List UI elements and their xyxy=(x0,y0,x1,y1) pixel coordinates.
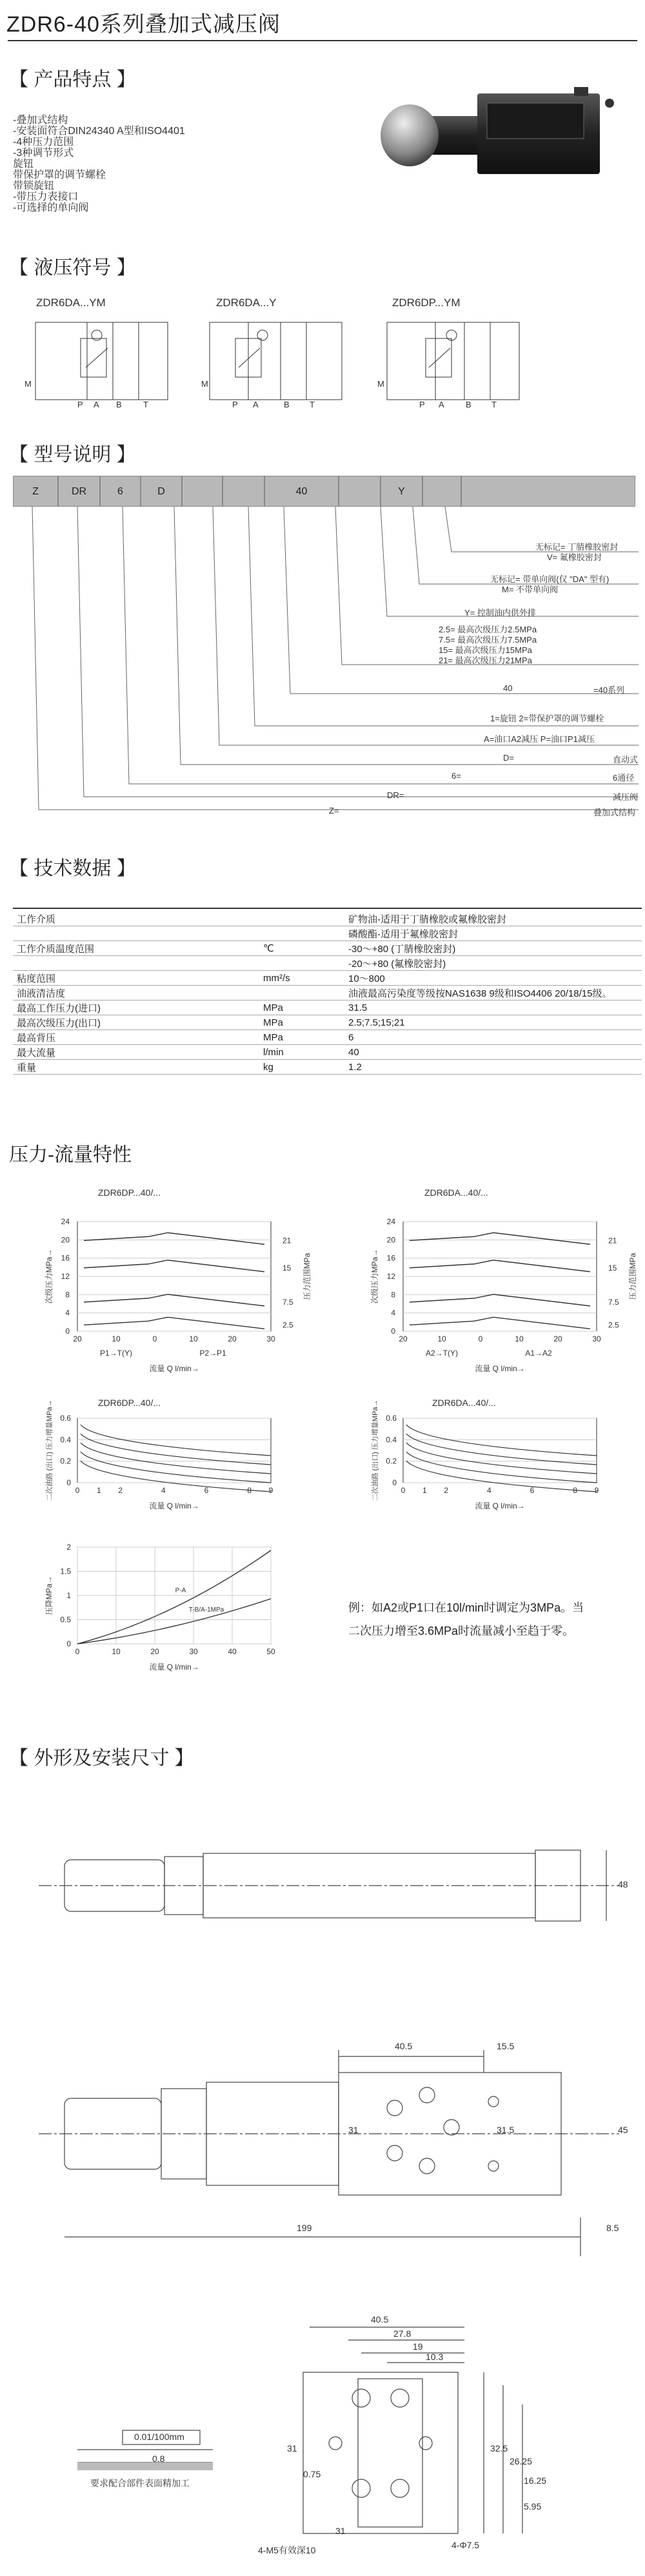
c2-range-label: 21 xyxy=(608,1236,617,1245)
dim-bottom-top-3: 19 xyxy=(413,2341,423,2352)
c2-xtick-right: 10 xyxy=(515,1334,524,1343)
tech-value: -20～+80 (氟橡胶密封) xyxy=(344,956,642,971)
c1-curve xyxy=(84,1233,264,1244)
c1-ylabel-right: 压力范围MPa xyxy=(303,1253,312,1300)
c5-xtick: 40 xyxy=(228,1647,237,1656)
title-divider xyxy=(8,40,637,41)
page-title: ZDR6-40系列叠加式减压阀 xyxy=(6,12,281,37)
tech-unit: MPa xyxy=(259,1000,344,1015)
note-seal-v: V= 氟橡胶密封 xyxy=(547,552,602,562)
chart2-title: ZDR6DA...40/... xyxy=(424,1187,488,1198)
c5-curve-label-2: T-B/A-1MPa xyxy=(188,1606,224,1614)
symbol-label-2: ZDR6DA...Y xyxy=(216,297,277,309)
tech-table-top-rule xyxy=(13,908,642,909)
model-code-cell: D xyxy=(141,476,182,507)
dim-bottom-left-1: 31 xyxy=(287,2443,297,2454)
symbol-2-port-t: T xyxy=(310,400,315,409)
c3-xtick: 1 xyxy=(96,1486,101,1495)
dim-side-height: 48 xyxy=(618,1879,628,1889)
c1-ytick: 12 xyxy=(61,1272,70,1281)
dim-bottom-right-2: 26.25 xyxy=(510,2456,533,2466)
tech-row xyxy=(13,1060,642,1075)
tech-param: 粘度范围 xyxy=(13,971,259,986)
symbol-2-port-b: B xyxy=(284,400,290,409)
tech-param xyxy=(13,926,259,941)
c2-ytick: 24 xyxy=(386,1217,395,1226)
symbol-label-3: ZDR6DP...YM xyxy=(392,297,461,309)
c2-range-label: 15 xyxy=(608,1263,617,1273)
c2-ytick: 16 xyxy=(386,1253,395,1263)
note-6: 6通径 xyxy=(613,773,635,783)
symbol-1-port-p: P xyxy=(77,400,83,409)
symbol-2-port-p: P xyxy=(232,400,238,409)
tech-value: 2.5;7.5;15;21 xyxy=(344,1015,642,1030)
tech-value: 磷酸酯-适用于氟橡胶密封 xyxy=(344,926,642,941)
feature-item: 带锁旋钮 xyxy=(13,181,55,191)
feature-item: -4种压力范围 xyxy=(13,137,74,148)
c5-xtick: 10 xyxy=(112,1647,121,1656)
tech-unit: kg xyxy=(259,1060,344,1075)
feature-item: -安装面符合DIN24340 A型和ISO4401 xyxy=(13,126,185,137)
c3-xtick: 2 xyxy=(118,1486,123,1495)
tech-unit: MPa xyxy=(259,1030,344,1045)
tech-row xyxy=(13,941,642,956)
product-photo xyxy=(361,77,645,206)
dim-bottom-top-2: 27.8 xyxy=(393,2328,412,2339)
model-code-cell: Z xyxy=(13,476,58,507)
tech-value: 6 xyxy=(344,1030,642,1045)
model-code-cell xyxy=(223,476,264,507)
model-code-cell: Y xyxy=(381,476,422,507)
tech-unit: ℃ xyxy=(259,941,344,956)
dim-plan-width: 40.5 xyxy=(395,2041,413,2051)
tech-row xyxy=(13,956,642,971)
c4-xtick: 1 xyxy=(422,1486,427,1495)
symbol-3-port-b: B xyxy=(466,400,471,409)
c1-ytick: 16 xyxy=(61,1253,70,1263)
section-dims-heading: 【 外形及安装尺寸 】 xyxy=(9,1748,194,1769)
note-series: =40系列 xyxy=(593,685,625,695)
note-adjust: 1=旋钮 2=带保护罩的调节螺栓 xyxy=(490,714,604,723)
c2-xtick-right: 20 xyxy=(553,1334,562,1343)
c2-xtick-left: 10 xyxy=(437,1334,446,1343)
c1-ylabel: 次级压力MPa→ xyxy=(45,1249,54,1304)
c2-ylabel: 次级压力MPa→ xyxy=(370,1249,379,1304)
dim-bottom-top-1: 40.5 xyxy=(371,2314,389,2325)
c3-ylabel: 二次油路 (出口) 压力增量MPa→ xyxy=(46,1400,54,1501)
feature-item: -3种调节形式 xyxy=(13,148,74,159)
c5-curve-label-1: P-A xyxy=(175,1587,186,1594)
tech-param: 最高工作压力(进口) xyxy=(13,1000,259,1015)
c4-frame xyxy=(403,1418,597,1483)
dim-plan-h2: 31.5 xyxy=(497,2125,515,2135)
note-series-code: 40 xyxy=(503,683,513,693)
c3-ytick: 0.4 xyxy=(60,1435,71,1445)
tech-param: 工作介质温度范围 xyxy=(13,941,259,956)
note-range-21: 21= 最高次级压力21MPa xyxy=(439,656,532,665)
c5-xtick: 0 xyxy=(75,1647,80,1656)
curves-svg xyxy=(0,1199,645,1753)
note-check-m: M= 不带单向阀 xyxy=(502,585,559,594)
c2-ytick: 8 xyxy=(391,1290,395,1300)
tech-row xyxy=(13,912,642,926)
c4-xtick: 9 xyxy=(594,1486,599,1495)
c1-xlabel: 流量 Q l/min→ xyxy=(149,1364,199,1373)
symbol-1-port-b: B xyxy=(116,400,122,409)
tech-unit: MPa xyxy=(259,1015,344,1030)
surface-note: 要求配合部件表面精加工 xyxy=(90,2478,190,2488)
c4-curve xyxy=(406,1425,597,1456)
symbol-3-port-p: P xyxy=(419,400,425,409)
dim-plan-offset: 15.5 xyxy=(497,2041,515,2051)
note-d-code: D= xyxy=(503,753,514,763)
c3-xtick: 8 xyxy=(247,1486,252,1495)
c1-xtick-left: 20 xyxy=(73,1334,82,1343)
c3-xtick: 4 xyxy=(161,1486,166,1495)
symbol-3-port-a: A xyxy=(439,400,444,409)
symbol-1-port-m: M xyxy=(25,379,32,389)
tech-row xyxy=(13,986,642,1000)
dim-bottom-top-4: 10.3 xyxy=(426,2352,444,2362)
c3-ytick: 0 xyxy=(66,1478,71,1487)
model-code-cell: 40 xyxy=(264,476,339,507)
tech-param: 最高次级压力(出口) xyxy=(13,1015,259,1030)
tech-value: -30～+80 (丁腈橡胶密封) xyxy=(344,941,642,956)
surface-tolerance: 0.01/100mm xyxy=(134,2432,184,2442)
section-tech-heading: 【 技术数据 】 xyxy=(9,858,136,879)
tech-value: 1.2 xyxy=(344,1060,642,1075)
note-z: 叠加式结构 xyxy=(593,808,636,817)
tech-value: 油液最高污染度等级按NAS1638 9级和ISO4406 20/18/15级。 xyxy=(344,986,642,1000)
tech-row xyxy=(13,971,642,986)
c2-curve xyxy=(410,1233,590,1244)
note-range-15: 15= 最高次级压力15MPa xyxy=(439,645,532,655)
c1-range-label: 7.5 xyxy=(283,1297,293,1307)
dim-right-width: 8.5 xyxy=(606,2223,619,2233)
c2-ytick: 12 xyxy=(386,1272,395,1281)
model-code-cell xyxy=(339,476,381,507)
feature-item: -带压力表接口 xyxy=(13,191,79,202)
c1-range-label: 15 xyxy=(283,1263,292,1273)
c1-flow-left: P1→T(Y) xyxy=(99,1349,133,1358)
c3-curve xyxy=(81,1434,271,1465)
dim-plan-total-height: 45 xyxy=(618,2125,628,2135)
c1-range-label: 2.5 xyxy=(283,1320,293,1330)
tech-row xyxy=(13,1015,642,1030)
c1-ytick: 4 xyxy=(65,1308,70,1318)
c5-xtick: 50 xyxy=(266,1647,275,1656)
c1-flow-right: P2→P1 xyxy=(199,1349,226,1358)
dim-bottom-right-4: 5.95 xyxy=(524,2501,542,2512)
chart4-title: ZDR6DA...40/... xyxy=(432,1398,496,1408)
c5-ytick: 0.5 xyxy=(60,1615,71,1625)
c2-ylabel-right: 压力范围MPa xyxy=(628,1253,637,1300)
tech-row xyxy=(13,1045,642,1060)
c1-xtick-right: 0 xyxy=(152,1334,157,1343)
c5-xlabel: 流量 Q l/min→ xyxy=(149,1663,199,1672)
note-port: A=油口A2减压 P=油口P1减压 xyxy=(484,734,595,744)
c5-curve-1 xyxy=(77,1550,271,1644)
features-list xyxy=(13,115,185,213)
tech-unit: mm²/s xyxy=(259,971,344,986)
c1-ytick: 0 xyxy=(65,1327,70,1336)
c4-ytick: 0 xyxy=(392,1478,397,1487)
c3-xlabel: 流量 Q l/min→ xyxy=(149,1501,199,1510)
note-check-none: 无标记= 带单向阀(仅 "DA" 型有) xyxy=(490,574,610,584)
dimension-drawing xyxy=(0,1805,645,2576)
chart3-title: ZDR6DP...40/... xyxy=(98,1398,161,1408)
tech-param: 油液清洁度 xyxy=(13,986,259,1000)
c1-xtick-right: 30 xyxy=(266,1334,275,1343)
note-d: 直动式 xyxy=(613,755,639,765)
c1-xtick-right: 10 xyxy=(189,1334,198,1343)
dim-bottom-holes: 4-Φ7.5 xyxy=(452,2540,480,2550)
c1-range-label: 21 xyxy=(283,1236,292,1245)
feature-item: -可选择的单向阀 xyxy=(13,202,89,213)
dim-bottom-right-1: 32.5 xyxy=(490,2443,508,2454)
example-note-line-1: 例：如A2或P1口在10l/min时调定为3MPa。当 xyxy=(348,1601,584,1614)
chart1-title: ZDR6DP...40/... xyxy=(98,1187,161,1198)
c5-ytick: 1.5 xyxy=(60,1566,71,1576)
tech-value: 矿物油-适用于丁腈橡胶或氟橡胶密封 xyxy=(344,912,642,926)
c4-xtick: 8 xyxy=(573,1486,578,1495)
c1-ytick: 24 xyxy=(61,1217,70,1226)
c2-flow-left: A2→T(Y) xyxy=(425,1349,459,1358)
c3-xtick: 6 xyxy=(204,1486,209,1495)
c2-range-label: 7.5 xyxy=(608,1297,619,1307)
symbol-3-port-t: T xyxy=(491,400,497,409)
c2-ytick: 20 xyxy=(386,1235,395,1245)
c3-ytick: 0.2 xyxy=(60,1456,71,1466)
c2-xlabel: 流量 Q l/min→ xyxy=(475,1364,525,1373)
tech-param: 最高背压 xyxy=(13,1030,259,1045)
c4-xtick: 2 xyxy=(444,1486,449,1495)
c2-range-label: 2.5 xyxy=(608,1320,619,1330)
c5-ylabel: 压降MPa→ xyxy=(45,1576,54,1615)
note-z-code: Z= xyxy=(329,806,339,815)
model-code-cell xyxy=(461,476,635,507)
model-code-cell: 6 xyxy=(100,476,141,507)
dim-plan-h1: 31 xyxy=(348,2125,359,2135)
tech-value: 40 xyxy=(344,1045,642,1060)
c1-ytick: 20 xyxy=(61,1235,70,1245)
dim-bottom-right-3: 16.25 xyxy=(524,2475,547,2486)
surface-roughness: 0.8 xyxy=(152,2454,165,2464)
c5-xtick: 20 xyxy=(150,1647,159,1656)
c5-ytick: 1 xyxy=(66,1591,71,1600)
tech-value: 10～800 xyxy=(344,971,642,986)
dim-bottom-left-2: 0.75 xyxy=(303,2469,321,2479)
symbol-2-port-m: M xyxy=(201,379,208,389)
section-model-heading: 【 型号说明 】 xyxy=(9,444,136,465)
c5-curve-2 xyxy=(77,1599,271,1644)
c2-curve xyxy=(410,1260,590,1272)
section-curve-heading: 压力-流量特性 xyxy=(9,1144,132,1166)
c4-xtick: 4 xyxy=(486,1486,491,1495)
c2-flow-right: A1→A2 xyxy=(525,1349,552,1358)
c1-xtick-left: 10 xyxy=(112,1334,121,1343)
example-note-line-2: 二次压力增至3.6MPa时流量减小至趋于零。 xyxy=(348,1625,575,1637)
tech-param: 工作介质 xyxy=(13,912,259,926)
c3-xtick: 0 xyxy=(75,1486,80,1495)
c5-ytick: 0 xyxy=(66,1639,71,1648)
c2-xtick-right: 30 xyxy=(592,1334,601,1343)
c2-xtick-right: 0 xyxy=(478,1334,483,1343)
c1-curve xyxy=(84,1317,264,1329)
c1-curve xyxy=(84,1260,264,1272)
c2-ytick: 4 xyxy=(391,1308,395,1318)
c4-xtick: 6 xyxy=(530,1486,535,1495)
symbol-1-port-a: A xyxy=(94,400,99,409)
tech-unit xyxy=(259,926,344,941)
symbol-1-port-t: T xyxy=(143,400,148,409)
symbol-2-port-a: A xyxy=(253,400,259,409)
tech-unit: l/min xyxy=(259,1045,344,1060)
tech-param: 最大流量 xyxy=(13,1045,259,1060)
c4-ylabel: 二次油路 (出口) 压力增量MPa→ xyxy=(372,1400,379,1501)
c2-curve xyxy=(410,1294,590,1306)
c1-ytick: 8 xyxy=(65,1290,70,1300)
tech-row xyxy=(13,1000,642,1015)
tech-unit xyxy=(259,912,344,926)
note-seal-none: 无标记= 丁腈橡胶密封 xyxy=(535,542,619,552)
dim-bottom-threads: 4-M5有效深10 xyxy=(258,2545,316,2555)
c1-curve xyxy=(84,1294,264,1306)
feature-item: 旋钮 xyxy=(13,159,34,170)
example-note xyxy=(348,1596,639,1643)
note-range-2-5: 2.5= 最高次级压力2.5MPa xyxy=(439,625,537,634)
symbol-label-1: ZDR6DA...YM xyxy=(36,297,106,309)
model-code-cell: DR xyxy=(58,476,100,507)
c2-xtick-left: 20 xyxy=(399,1334,408,1343)
c4-xtick: 0 xyxy=(401,1486,406,1495)
model-code-cell xyxy=(422,476,461,507)
feature-item: -叠加式结构 xyxy=(13,115,68,126)
feature-item: 带保护罩的调节螺栓 xyxy=(13,170,106,181)
tech-unit xyxy=(259,986,344,1000)
tech-row xyxy=(13,1030,642,1045)
note-y: Y= 控制油内供外排 xyxy=(464,608,536,618)
c3-curve xyxy=(81,1425,271,1456)
c4-xlabel: 流量 Q l/min→ xyxy=(475,1501,525,1510)
c5-xtick: 30 xyxy=(189,1647,198,1656)
c3-frame xyxy=(77,1418,271,1483)
tech-param xyxy=(13,956,259,971)
tech-unit xyxy=(259,956,344,971)
model-code-cell xyxy=(182,476,223,507)
symbol-3-port-m: M xyxy=(377,379,384,389)
c4-ytick: 0.6 xyxy=(386,1414,397,1423)
c5-ytick: 2 xyxy=(66,1543,71,1552)
tech-param: 重量 xyxy=(13,1060,259,1075)
section-features-heading: 【 产品特点 】 xyxy=(9,69,136,90)
note-dr: 减压阀 xyxy=(613,792,639,802)
dim-length: 199 xyxy=(297,2223,312,2233)
c3-ytick: 0.6 xyxy=(60,1414,71,1423)
tech-row xyxy=(13,926,642,941)
c2-curve xyxy=(410,1317,590,1329)
c2-ytick: 0 xyxy=(391,1327,395,1336)
note-6-code: 6= xyxy=(452,771,461,781)
c4-curve xyxy=(406,1434,597,1465)
c1-xtick-right: 20 xyxy=(228,1334,237,1343)
c4-ytick: 0.4 xyxy=(386,1435,397,1445)
note-dr-code: DR= xyxy=(387,790,404,800)
c3-xtick: 9 xyxy=(268,1486,273,1495)
dim-bottom-mid: 31 xyxy=(335,2526,346,2536)
note-range-7-5: 7.5= 最高次级压力7.5MPa xyxy=(439,635,537,645)
section-symbol-heading: 【 液压符号 】 xyxy=(9,257,136,278)
c4-ytick: 0.2 xyxy=(386,1456,397,1466)
tech-data-table xyxy=(13,912,642,1075)
tech-value: 31.5 xyxy=(344,1000,642,1015)
